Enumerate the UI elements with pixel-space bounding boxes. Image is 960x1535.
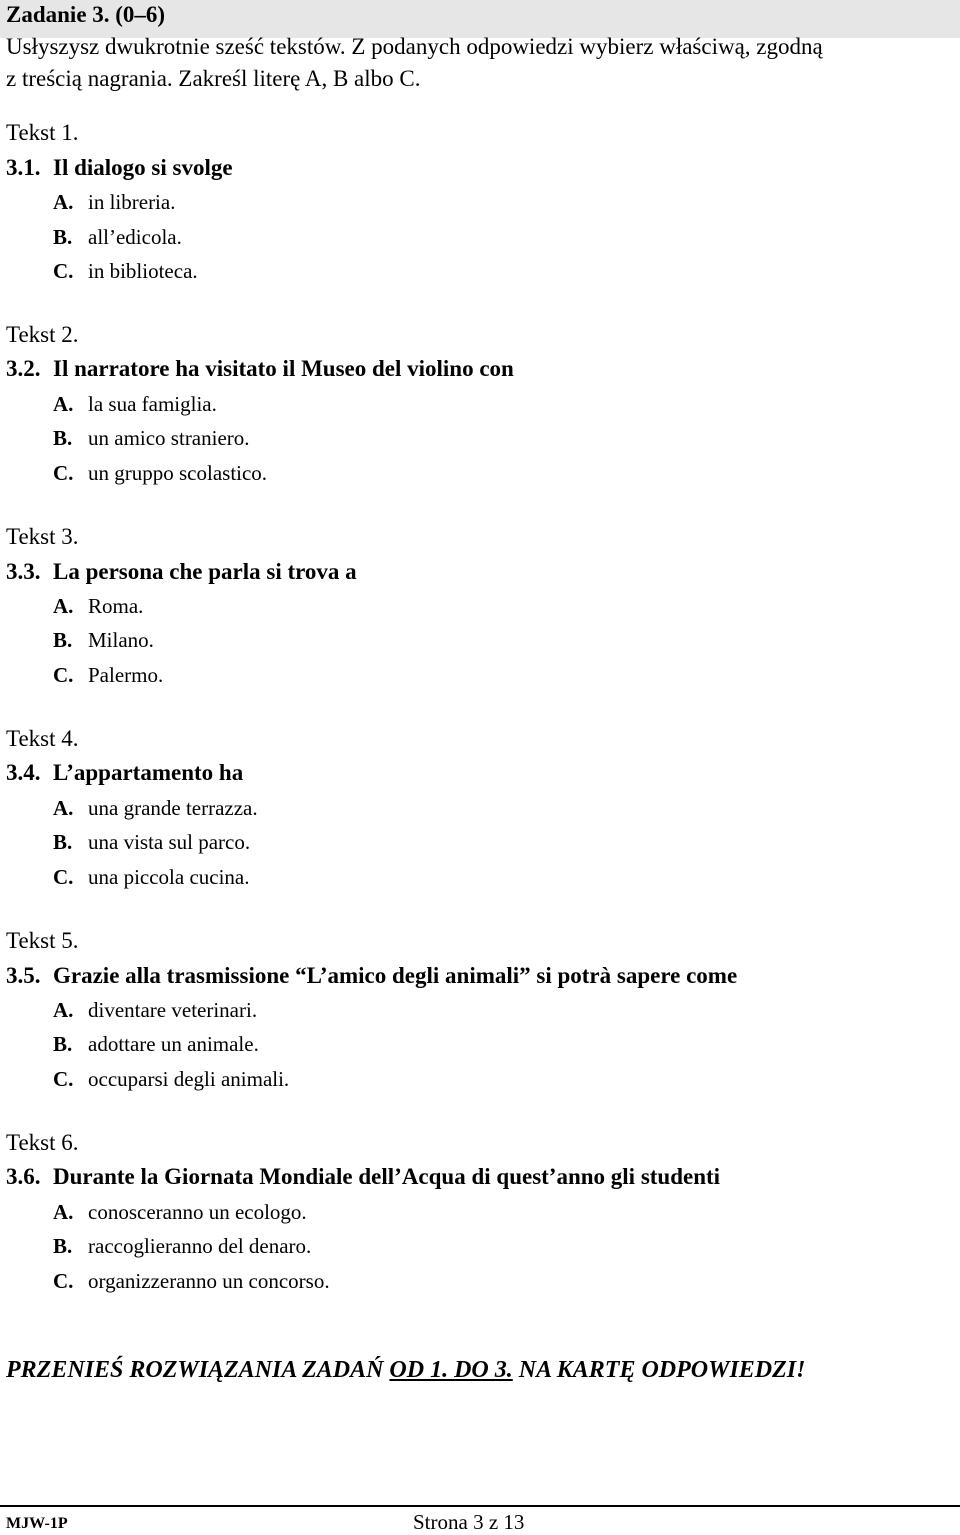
question-number-1: 3.1. — [6, 155, 41, 180]
option-letter-6a[interactable]: A. — [53, 1200, 74, 1224]
question-number-5: 3.5. — [6, 963, 41, 988]
option-letter-5c[interactable]: C. — [53, 1067, 74, 1091]
question-number-3: 3.3. — [6, 559, 41, 584]
exam-code: MJW-1P — [6, 1515, 68, 1532]
option-letter-1a[interactable]: A. — [53, 190, 74, 214]
text-label-5: Tekst 5. — [6, 928, 79, 953]
task-instruction-line1: Usłyszysz dwukrotnie sześć tekstów. Z podanych odpowiedzi wybierz właściwą, zgodną — [6, 34, 823, 59]
option-text-2b: un amico straniero. — [88, 426, 250, 450]
option-letter-2a[interactable]: A. — [53, 392, 74, 416]
option-text-3a: Roma. — [88, 594, 144, 618]
question-text-5: Grazie alla trasmissione “L’amico degli animali” si potrà sapere come — [53, 963, 738, 988]
option-text-6a: conosceranno un ecologo. — [88, 1200, 307, 1224]
option-text-2c: un gruppo scolastico. — [88, 461, 268, 485]
option-text-4a: una grande terrazza. — [88, 796, 258, 820]
option-letter-1b[interactable]: B. — [53, 225, 73, 249]
option-text-1c: in biblioteca. — [88, 259, 198, 283]
transfer-answers-instruction — [6, 1357, 805, 1384]
option-text-1b: all’edicola. — [88, 225, 182, 249]
page-number: Strona 3 z 13 — [413, 1510, 525, 1534]
option-text-1a: in libreria. — [88, 190, 176, 214]
option-text-4c: una piccola cucina. — [88, 865, 250, 889]
option-letter-2b[interactable]: B. — [53, 426, 73, 450]
task-instruction-line2: z treścią nagrania. Zakreśl literę A, B albo C. — [6, 66, 421, 91]
option-letter-4b[interactable]: B. — [53, 830, 73, 854]
option-text-4b: una vista sul parco. — [88, 830, 251, 854]
option-text-2a: la sua famiglia. — [88, 392, 217, 416]
option-text-6b: raccoglieranno del denaro. — [88, 1234, 312, 1258]
final-instruction-underlined: OD 1. DO 3. — [389, 1357, 513, 1383]
question-text-4: L’appartamento ha — [53, 760, 244, 785]
option-text-6c: organizzeranno un concorso. — [88, 1269, 330, 1293]
option-letter-4a[interactable]: A. — [53, 796, 74, 820]
question-text-2: Il narratore ha visitato il Museo del violino con — [53, 356, 514, 381]
question-text-6: Durante la Giornata Mondiale dell’Acqua di quest’anno gli studenti — [53, 1164, 721, 1189]
option-letter-4c[interactable]: C. — [53, 865, 74, 889]
question-number-6: 3.6. — [6, 1164, 41, 1189]
option-letter-5b[interactable]: B. — [53, 1032, 73, 1056]
footer-divider — [0, 1505, 960, 1507]
text-label-4: Tekst 4. — [6, 726, 79, 751]
option-letter-2c[interactable]: C. — [53, 461, 74, 485]
option-letter-6c[interactable]: C. — [53, 1269, 74, 1293]
final-instruction-part2: NA KARTĘ ODPOWIEDZI! — [512, 1357, 806, 1383]
text-label-6: Tekst 6. — [6, 1130, 79, 1155]
option-letter-1c[interactable]: C. — [53, 259, 74, 283]
option-letter-3c[interactable]: C. — [53, 663, 74, 687]
option-text-3b: Milano. — [88, 628, 154, 652]
option-text-3c: Palermo. — [88, 663, 164, 687]
option-letter-3a[interactable]: A. — [53, 594, 74, 618]
text-label-3: Tekst 3. — [6, 524, 79, 549]
question-text-1: Il dialogo si svolge — [53, 155, 233, 180]
task-title: Zadanie 3. (0–6) — [6, 2, 166, 27]
option-letter-5a[interactable]: A. — [53, 998, 74, 1022]
option-text-5b: adottare un animale. — [88, 1032, 259, 1056]
option-text-5a: diventare veterinari. — [88, 998, 258, 1022]
question-text-3: La persona che parla si trova a — [53, 559, 357, 584]
text-label-2: Tekst 2. — [6, 322, 79, 347]
option-text-5c: occuparsi degli animali. — [88, 1067, 290, 1091]
final-instruction-part1: PRZENIEŚ ROZWIĄZANIA ZADAŃ — [6, 1357, 390, 1383]
option-letter-6b[interactable]: B. — [53, 1234, 73, 1258]
option-letter-3b[interactable]: B. — [53, 628, 73, 652]
question-number-4: 3.4. — [6, 760, 41, 785]
text-label-1: Tekst 1. — [6, 120, 79, 145]
question-number-2: 3.2. — [6, 356, 41, 381]
